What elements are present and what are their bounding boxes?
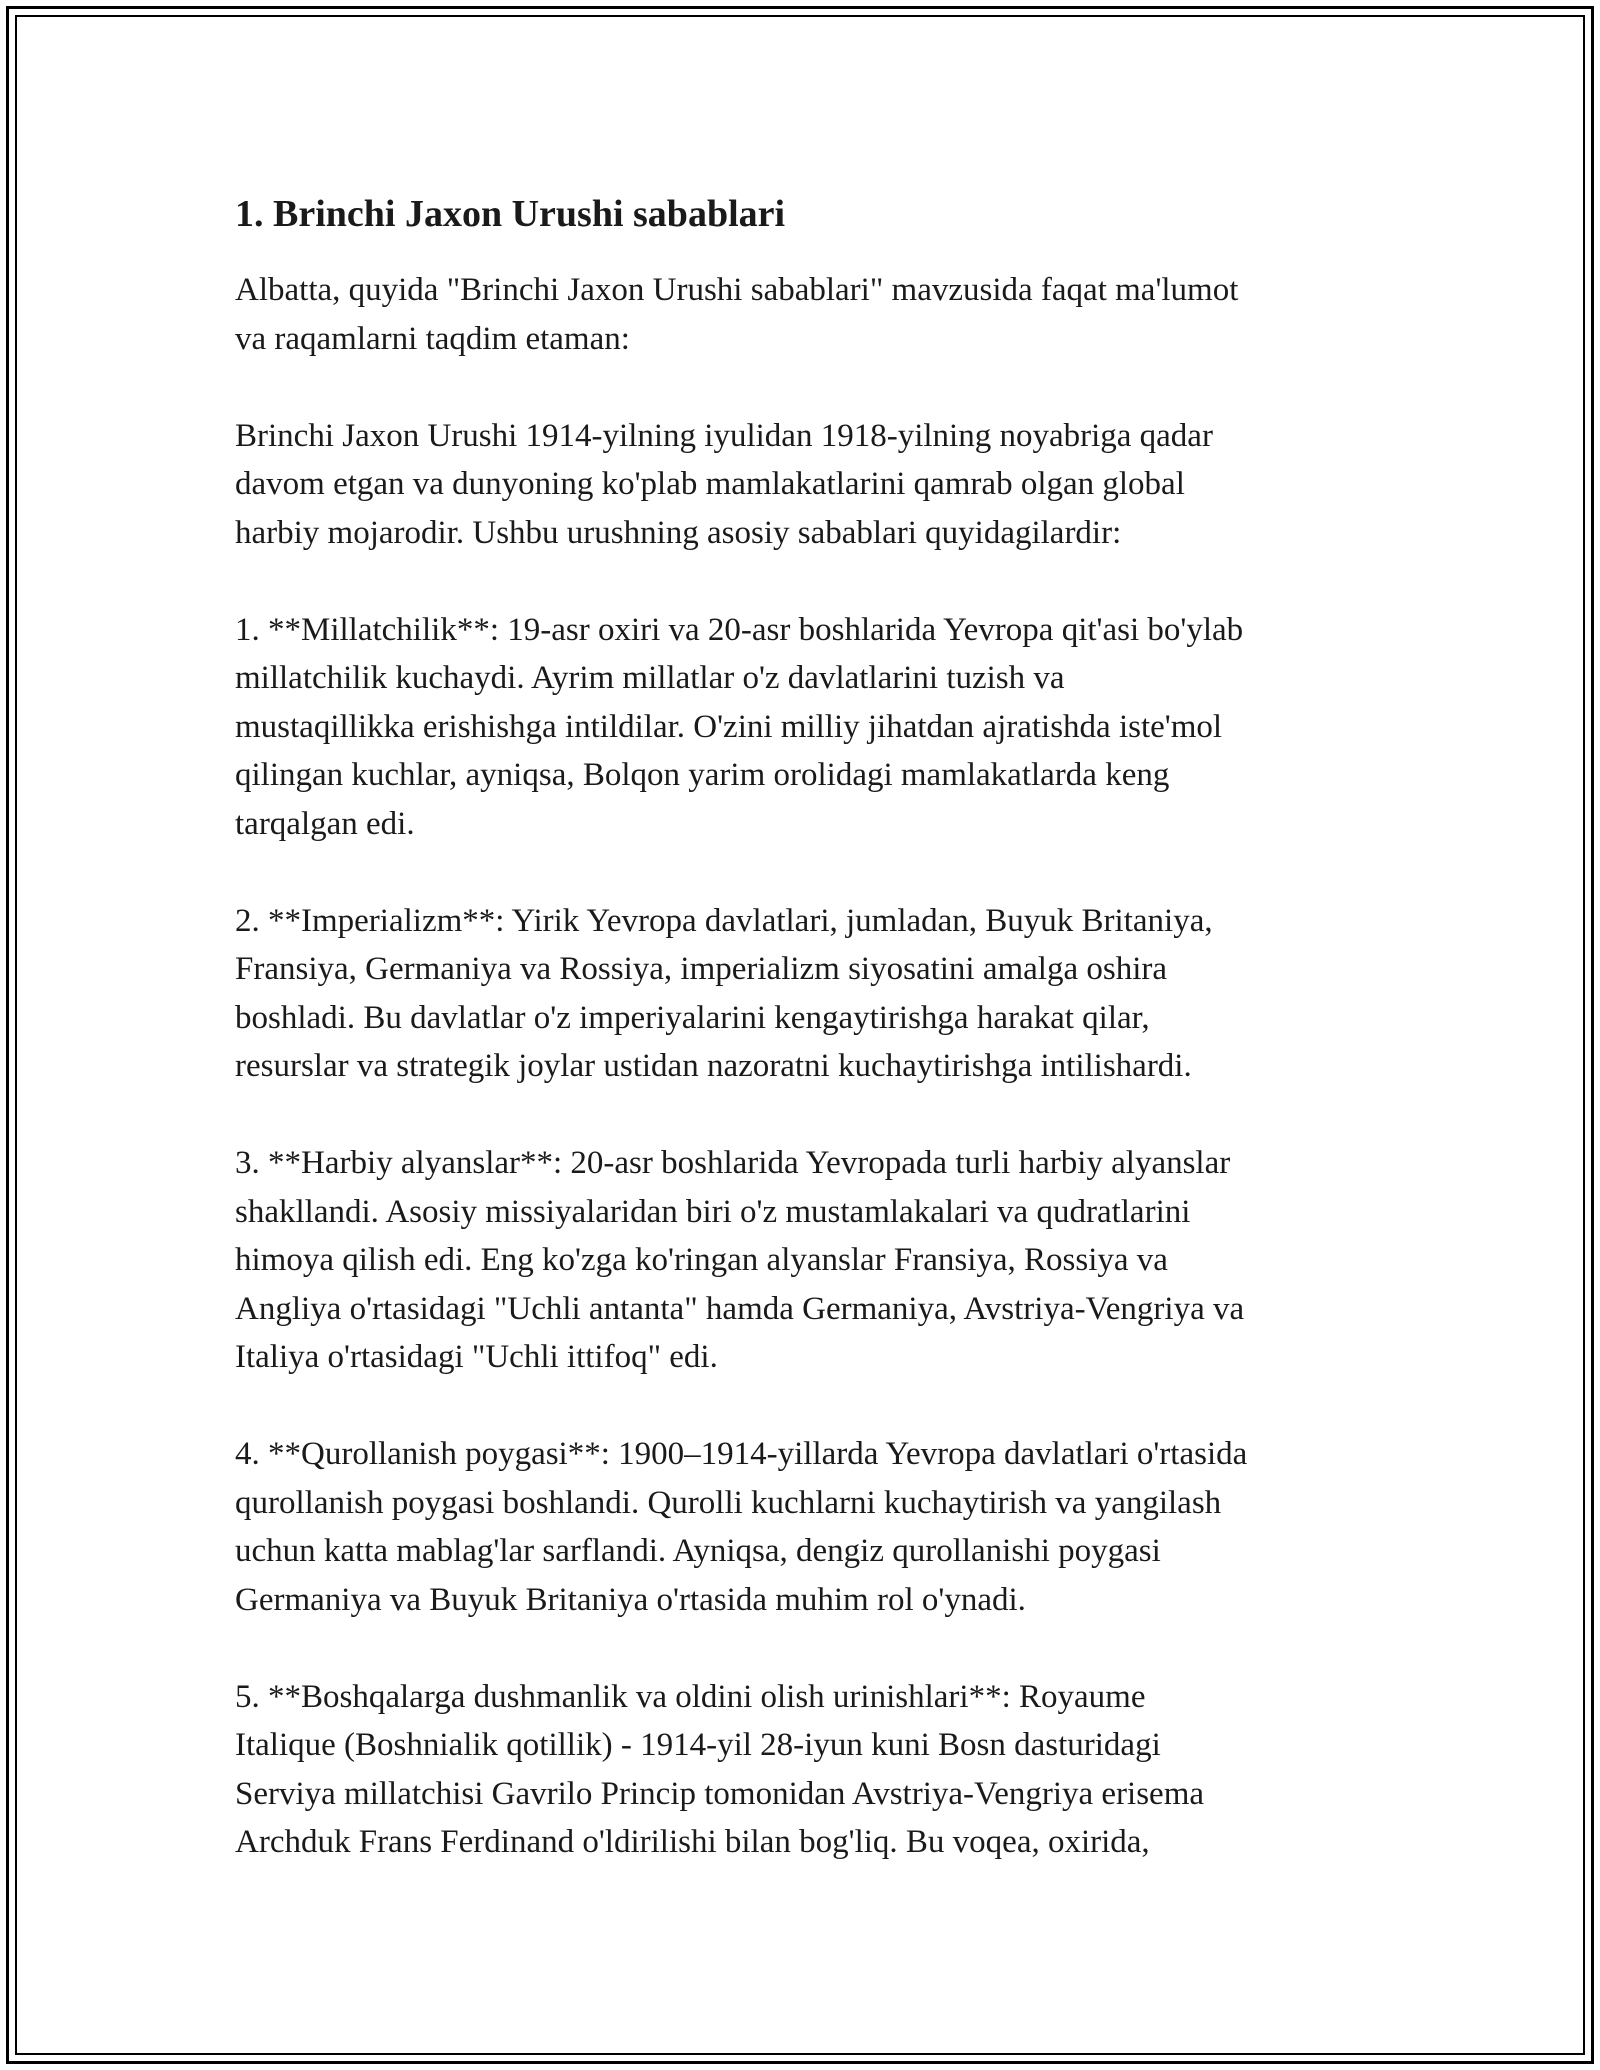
text-line: Archduk Frans Ferdinand o'ldirilishi bilan bog'liq. Bu voqea, oxirida, bbox=[235, 1824, 1150, 1860]
text-line: Fransiya, Germaniya va Rossiya, imperializm siyosatini amalga oshira bbox=[235, 951, 1168, 987]
text-line: millatchilik kuchaydi. Ayrim millatlar o'z davlatlarini tuzish va bbox=[235, 660, 1065, 696]
text-line: Albatta, quyida "Brinchi Jaxon Urushi sabablari" mavzusida faqat ma'lumot bbox=[235, 272, 1239, 308]
text-line: davom etgan va dunyoning ko'plab mamlakatlarini qamrab olgan global bbox=[235, 466, 1185, 502]
text-line: va raqamlarni taqdim etaman: bbox=[235, 320, 630, 357]
paragraph-imperialism bbox=[235, 897, 1375, 1091]
text-line: Serviya millatchisi Gavrilo Princip tomonidan Avstriya-Vengriya erisema bbox=[235, 1775, 1205, 1812]
text-line: 1. **Millatchilik**: 19-asr oxiri va 20-asr boshlarida Yevropa qit'asi bo'ylab bbox=[235, 611, 1244, 648]
text-line: mustaqillikka erishishga intildilar. O'zini milliy jihatdan ajratishda iste'mol bbox=[235, 708, 1223, 745]
paragraph-alliances bbox=[235, 1139, 1375, 1382]
document-body bbox=[235, 188, 1375, 1915]
paragraph-intro bbox=[235, 266, 1375, 363]
text-line: 2. **Imperializm**: Yirik Yevropa davlatlari, jumladan, Buyuk Britaniya, bbox=[235, 902, 1213, 939]
paragraph-arms-race bbox=[235, 1430, 1375, 1624]
text-line: shakllandi. Asosiy missiyalaridan biri o'z mustamlakalari va qudratlarini bbox=[235, 1193, 1191, 1230]
text-line: boshladi. Bu davlatlar o'z imperiyalarini kengaytirishga harakat qilar, bbox=[235, 999, 1150, 1036]
text-line: himoya qilish edi. Eng ko'zga ko'ringan alyanslar Fransiya, Rossiya va bbox=[235, 1242, 1168, 1278]
document-title: 1. Brinchi Jaxon Urushi sabablari bbox=[235, 193, 786, 235]
text-line: 5. **Boshqalarga dushmanlik va oldini olish urinishlari**: Royaume bbox=[235, 1678, 1146, 1715]
text-line: Germaniya va Buyuk Britaniya o'rtasida muhim rol o'ynadi. bbox=[235, 1581, 1026, 1618]
text-line: Italiya o'rtasidagi "Uchli ittifoq" edi. bbox=[235, 1339, 718, 1375]
text-line: Brinchi Jaxon Urushi 1914-yilning iyulidan 1918-yilning noyabriga qadar bbox=[235, 417, 1213, 454]
text-line: qilingan kuchlar, ayniqsa, Bolqon yarim orolidagi mamlakatlarda keng bbox=[235, 757, 1170, 793]
paragraph-overview bbox=[235, 412, 1375, 558]
text-line: Angliya o'rtasidagi "Uchli antanta" hamda Germaniya, Avstriya-Vengriya va bbox=[235, 1290, 1245, 1327]
text-line: 3. **Harbiy alyanslar**: 20-asr boshlarida Yevropada turli harbiy alyanslar bbox=[235, 1145, 1231, 1181]
text-line: qurollanish poygasi boshlandi. Qurolli kuchlarni kuchaytirish va yangilash bbox=[235, 1484, 1222, 1521]
text-line: Italique (Boshnialik qotillik) - 1914-yil 28-iyun kuni Bosn dasturidagi bbox=[235, 1727, 1161, 1763]
paragraph-nationalism bbox=[235, 606, 1375, 849]
text-line: uchun katta mablag'lar sarflandi. Ayniqsa, dengiz qurollanishi poygasi bbox=[235, 1533, 1161, 1569]
text-line: tarqalgan edi. bbox=[235, 805, 415, 842]
paragraph-assassination bbox=[235, 1673, 1375, 1867]
text-line: harbiy mojarodir. Ushbu urushning asosiy sabablari quyidagilardir: bbox=[235, 514, 1122, 551]
text-line: resurslar va strategik joylar ustidan nazoratni kuchaytirishga intilishardi. bbox=[235, 1048, 1192, 1084]
text-line: 4. **Qurollanish poygasi**: 1900–1914-yillarda Yevropa davlatlari o'rtasida bbox=[235, 1436, 1248, 1472]
